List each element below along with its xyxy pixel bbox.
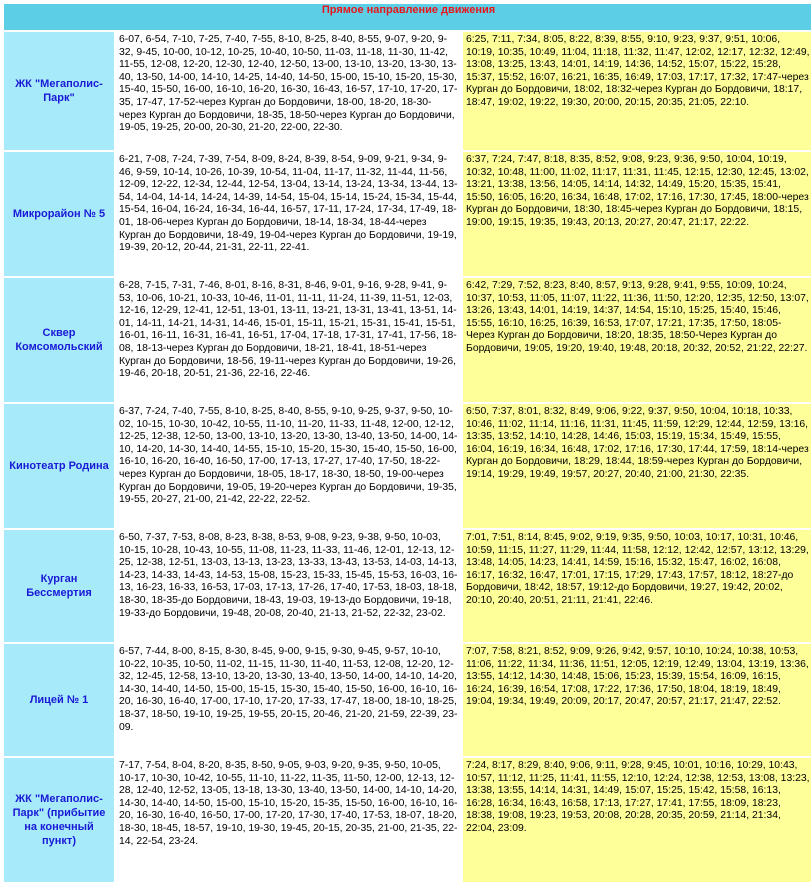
times-column-a: 6-21, 7-08, 7-24, 7-39, 7-54, 8-09, 8-24, 8-39, 8-54, 9-09, 9-21, 9-34, 9-46, 9-59, 10-14, 10-26, 10-39, 10-54, 11-04, 11-17, 11-32, 11-44, 11-56, 12-09, 12-22, 12-34, 12-44, 12-54, 13-04, 13-14, 13-24, 13-34, 13-44, 13-54, 14-04, 14-14, 14-24, 14-39, 14-54, 15-04, 15-14, 15-24, 15-34, 15-44, 15-54, 16-04, 16-24, 16-34, 16-44, 16-57, 17-11, 17-24, 17-34, 17-49, 18-01, 18-06-через Курган до Бордовичи, 18-14, 18-34, 18-44-через Курган до Бордовичи, 18-49, 19-04-через Курган до Бордовичи, 19-19, 19-39, 20-12, 20-44, 21-31, 22-11, 22-41. bbox=[116, 152, 461, 276]
table-row bbox=[4, 404, 811, 528]
times-column-b: 7:01, 7:51, 8:14, 8:45, 9:02, 9:19, 9:35, 9:50, 10:03, 10:17, 10:31, 10:46, 10:59, 11:15, 11:27, 11:29, 11:44, 11:58, 12:12, 12:42, 12:57, 13:12, 13:29, 13:48, 14:05, 14:23, 14:41, 14:59, 15:16, 15:32, 15:47, 16:02, 16:08, 16:17, 16:32, 16:47, 17:01, 17:15, 17:29, 17:43, 17:57, 18:12, 18:27-до Бордовичи, 18:42, 18:57, 19:12-до Бордовичи, 19:27, 19:42, 20:02, 20:10, 20:40, 20:51, 21:11, 21:41, 22:46. bbox=[463, 530, 811, 642]
times-column-a: 6-57, 7-44, 8-00, 8-15, 8-30, 8-45, 9-00, 9-15, 9-30, 9-45, 9-57, 10-10, 10-22, 10-35, 10-50, 11-02, 11-15, 11-30, 11-40, 11-53, 12-08, 12-20, 12-32, 12-45, 12-58, 13-10, 13-20, 13-30, 13-40, 13-50, 14-00, 14-10, 14-20, 14-30, 14-40, 14-50, 15-00, 15-15, 15-30, 15-40, 15-50, 16-00, 16-10, 16-20, 16-30, 16-40, 17-00, 17-10, 17-20, 17-33, 17-47, 18-00, 18-10, 18-25, 18-37, 18-50, 19-10, 19-25, 19-55, 20-15, 20-46, 21-20, 21-59, 22-39, 23-09. bbox=[116, 644, 461, 756]
times-column-a: 6-07, 6-54, 7-10, 7-25, 7-40, 7-55, 8-10, 8-25, 8-40, 8-55, 9-07, 9-20, 9-32, 9-45, 10-00, 10-12, 10-25, 10-40, 10-50, 11-03, 11-18, 11-30, 11-42, 11-55, 12-08, 12-20, 12-30, 12-40, 12-50, 13-00, 13-10, 13-20, 13-30, 13-40, 13-50, 14-00, 14-10, 14-25, 14-40, 14-50, 15-00, 15-10, 15-20, 15-30, 15-40, 15-50, 16-00, 16-10, 16-20, 16-30, 16-43, 16-57, 17-10, 17-20, 17-35, 17-47, 17-52-через Курган до Бордовичи, 18-00, 18-20, 18-30-через Курган до Бордовичи, 18-35, 18-50-через Курган до Бордовичи, 19-05, 19-25, 20-00, 20-30, 21-20, 22-00, 22-30. bbox=[116, 32, 461, 150]
times-column-a: 6-50, 7-37, 7-53, 8-08, 8-23, 8-38, 8-53, 9-08, 9-23, 9-38, 9-50, 10-03, 10-15, 10-28, 10-43, 10-55, 11-08, 11-23, 11-33, 11-46, 12-01, 12-13, 12-25, 12-38, 12-51, 13-03, 13-13, 13-23, 13-33, 13-43, 13-53, 14-03, 14-13, 14-23, 14-33, 14-43, 14-53, 15-08, 15-23, 15-33, 15-45, 15-53, 16-03, 16-13, 16-23, 16-33, 16-53, 17-03, 17-13, 17-26, 17-40, 17-53, 18-03, 18-18, 18-30, 18-35-до Бордовичи, 18-43, 19-03, 19-13-до Бордовичи, 19-18, 19-33-до Бордовичи, 19-48, 20-08, 20-40, 21-13, 21-52, 22-32, 23-02. bbox=[116, 530, 461, 642]
table-row bbox=[4, 152, 811, 276]
times-column-a: 6-28, 7-15, 7-31, 7-46, 8-01, 8-16, 8-31, 8-46, 9-01, 9-16, 9-28, 9-41, 9-53, 10-06, 10-21, 10-33, 10-46, 11-01, 11-11, 11-24, 11-39, 11-51, 12-03, 12-16, 12-29, 12-41, 12-51, 13-01, 13-11, 13-21, 13-31, 13-41, 13-51, 14-01, 14-11, 14-21, 14-31, 14-46, 15-01, 15-11, 15-21, 15-31, 15-41, 15-51, 16-01, 16-11, 16-31, 16-41, 16-51, 17-04, 17-18, 17-31, 17-41, 17-56, 18-08, 18-13-через Курган до Бордовичи, 18-21, 18-41, 18-51-через Курган до Бордовичи, 18-56, 19-11-через Курган до Бордовичи, 19-26, 19-46, 20-18, 20-51, 21-36, 22-16, 22-46. bbox=[116, 278, 461, 402]
stop-name: Лицей № 1 bbox=[4, 644, 114, 756]
table-row bbox=[4, 530, 811, 642]
stop-name: Сквер Комсомольский bbox=[4, 278, 114, 402]
times-column-b: 7:07, 7:58, 8:21, 8:52, 9:09, 9:26, 9:42, 9:57, 10:10, 10:24, 10:38, 10:53, 11:06, 11:22, 11:34, 11:36, 11:51, 12:05, 12:19, 12:49, 13:04, 13:19, 13:36, 13:55, 14:12, 14:30, 14:48, 15:06, 15:23, 15:39, 15:54, 16:09, 16:15, 16:24, 16:39, 16:54, 17:08, 17:22, 17:36, 17:50, 18:04, 18:19, 18:49, 19:04, 19:34, 19:49, 20:09, 20:17, 20:47, 20:57, 21:17, 21:47, 22:52. bbox=[463, 644, 811, 756]
stop-name: Кинотеатр Родина bbox=[4, 404, 114, 528]
times-column-b: 6:37, 7:24, 7:47, 8:18, 8:35, 8:52, 9:08, 9:23, 9:36, 9:50, 10:04, 10:19, 10:32, 10:48, 11:00, 11:02, 11:17, 11:31, 11:45, 12:15, 12:30, 12:45, 13:02, 13:21, 13:38, 13:56, 14:05, 14:14, 14:32, 14:49, 15:20, 15:35, 15:41, 15:50, 16:05, 16:20, 16:34, 16:48, 17:02, 17:16, 17:30, 17:45, 18:00-через Курган до Бордовичи, 18:30, 18:45-через Курган до Бордовичи, 18:15, 19:00, 19:15, 19:35, 19:43, 20:13, 20:27, 20:47, 21:17, 22:22. bbox=[463, 152, 811, 276]
times-column-a: 7-17, 7-54, 8-04, 8-20, 8-35, 8-50, 9-05, 9-03, 9-20, 9-35, 9-50, 10-05, 10-17, 10-30, 10-42, 10-55, 11-10, 11-22, 11-35, 11-50, 12-00, 12-13, 12-28, 12-40, 12-52, 13-05, 13-18, 13-30, 13-40, 13-50, 14-00, 14-10, 14-20, 14-30, 14-40, 14-50, 15-00, 15-10, 15-20, 15-35, 15-50, 16-00, 16-10, 16-20, 16-30, 16-40, 16-50, 17-00, 17-20, 17-30, 17-40, 17-53, 18-07, 18-20, 18-30, 18-45, 18-57, 19-10, 19-30, 19-45, 20-15, 20-35, 21-00, 21-35, 22-14, 22-54, 23-24. bbox=[116, 758, 461, 882]
direction-title: Прямое направление движения bbox=[4, 4, 811, 30]
times-column-b: 6:50, 7:37, 8:01, 8:32, 8:49, 9:06, 9:22, 9:37, 9:50, 10:04, 10:18, 10:33, 10:46, 11:02, 11:14, 11:16, 11:31, 11:45, 11:59, 12:29, 12:44, 12:59, 13:16, 13:35, 13:52, 14:10, 14:28, 14:46, 15:03, 15:19, 15:34, 15:49, 15:55, 16:04, 16:19, 16:34, 16:48, 17:02, 17:16, 17:30, 17:44, 17:59, 18:14-через Курган до Бордовичи, 18:29, 18:44, 18:59-через Курган до Бордовичи, 19:14, 19:29, 19:49, 19:57, 20:27, 20:40, 21:00, 21:30, 22:35. bbox=[463, 404, 811, 528]
table-row bbox=[4, 644, 811, 756]
stop-name: ЖК "Мегаполис-Парк" bbox=[4, 32, 114, 150]
table-row bbox=[4, 758, 811, 882]
schedule-table bbox=[2, 2, 811, 884]
times-column-b: 6:42, 7:29, 7:52, 8:23, 8:40, 8:57, 9:13, 9:28, 9:41, 9:55, 10:09, 10:24, 10:37, 10:53, 11:05, 11:07, 11:22, 11:36, 11:50, 12:20, 12:35, 12:50, 13:07, 13:26, 13:43, 14:01, 14:19, 14:37, 14:54, 15:10, 15:25, 15:40, 15:46, 15:55, 16:10, 16:25, 16:39, 16:53, 17:07, 17:21, 17:35, 17:50, 18:05-Через Курган до Бордовичи, 18:20, 18:35, 18:50-Через Курган до Бордовичи, 19:05, 19:20, 19:40, 19:48, 20:18, 20:32, 20:52, 21:22, 22:27. bbox=[463, 278, 811, 402]
times-column-b: 6:25, 7:11, 7:34, 8:05, 8:22, 8:39, 8:55, 9:10, 9:23, 9:37, 9:51, 10:06, 10:19, 10:35, 10:49, 11:04, 11:18, 11:32, 11:47, 12:02, 12:17, 12:32, 12:49, 13:08, 13:25, 13:43, 14:01, 14:19, 14:36, 14:52, 15:07, 15:22, 15:28, 15:37, 15:52, 16:07, 16:21, 16:35, 16:49, 17:03, 17:17, 17:32, 17:47-через Курган до Бордовичи, 18:02, 18:32-через Курган до Бордовичи, 18:17, 18:47, 19:02, 19:22, 19:30, 20:00, 20:15, 20:35, 21:05, 22:10. bbox=[463, 32, 811, 150]
stop-name: Курган Бессмертия bbox=[4, 530, 114, 642]
times-column-a: 6-37, 7-24, 7-40, 7-55, 8-10, 8-25, 8-40, 8-55, 9-10, 9-25, 9-37, 9-50, 10-02, 10-15, 10-30, 10-42, 10-55, 11-10, 11-20, 11-33, 11-48, 12-00, 12-12, 12-25, 12-38, 12-50, 13-00, 13-10, 13-20, 13-30, 13-40, 13-50, 14-00, 14-10, 14-20, 14-30, 14-40, 14-55, 15-10, 15-20, 15-30, 15-40, 15-50, 16-00, 16-10, 16-20, 16-40, 16-50, 17-00, 17-13, 17-27, 17-40, 17-50, 18-22-через Курган до Бордовичи, 18-05, 18-17, 18-30, 18-50, 19-00-через Курган до Бордовичи, 19-05, 19-20-через Курган до Бордовичи, 19-35, 19-55, 20-27, 21-00, 21-42, 22-22, 22-52. bbox=[116, 404, 461, 528]
stop-name: ЖК "Мегаполис-Парк" (прибытие на конечный пункт) bbox=[4, 758, 114, 882]
times-column-b: 7:24, 8:17, 8:29, 8:40, 9:06, 9:11, 9:28, 9:45, 10:01, 10:16, 10:29, 10:43, 10:57, 11:12, 11:25, 11:41, 11:55, 12:10, 12:24, 12:38, 12:53, 13:08, 13:23, 13:38, 13:55, 14:14, 14:31, 14:49, 15:07, 15:25, 15:42, 15:58, 16:13, 16:28, 16:34, 16:43, 16:58, 17:13, 17:27, 17:41, 17:55, 18:09, 18:23, 18:38, 19:08, 19:23, 19:53, 20:08, 20:28, 20:35, 20:59, 21:14, 21:34, 22:04, 23:09. bbox=[463, 758, 811, 882]
table-row bbox=[4, 32, 811, 150]
table-row bbox=[4, 278, 811, 402]
stop-name: Микрорайон № 5 bbox=[4, 152, 114, 276]
table-header-row bbox=[4, 4, 811, 30]
